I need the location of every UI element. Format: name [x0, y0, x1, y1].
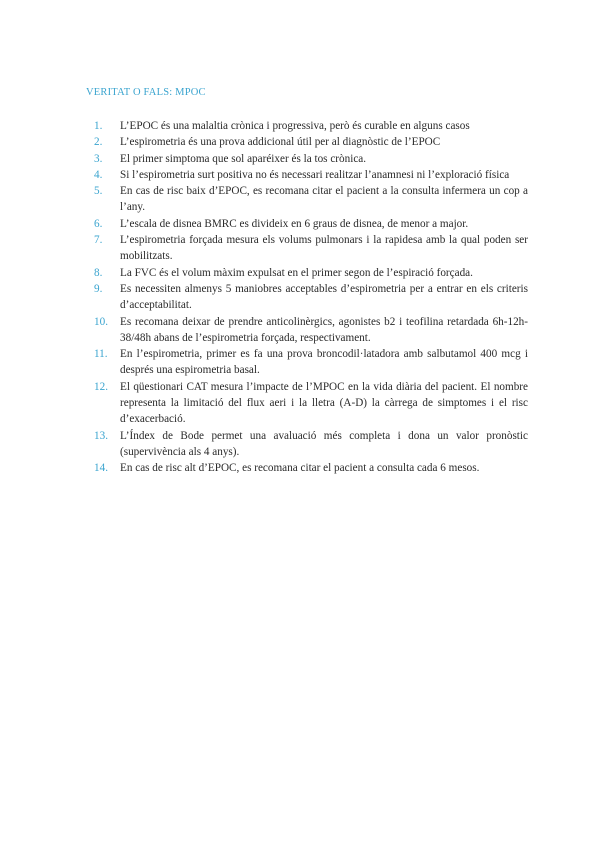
question-item: [94, 151, 528, 167]
question-number: 5.: [94, 185, 103, 198]
question-item: [94, 216, 528, 232]
question-number: 2.: [94, 136, 103, 149]
question-number: 9.: [94, 282, 103, 295]
question-text: L’espirometria forçada mesura els volums pulmonars i la rapidesa amb la qual poden ser mobilitzats.: [120, 234, 528, 263]
question-number: 3.: [94, 152, 103, 165]
question-item: [94, 232, 528, 265]
question-item: [94, 183, 528, 216]
question-item: [94, 379, 528, 428]
question-number: 11.: [94, 348, 108, 361]
question-item: [94, 314, 528, 347]
question-item: [94, 134, 528, 150]
page-title: VERITAT O FALS: MPOC: [86, 87, 206, 98]
question-text: L’escala de disnea BMRC es divideix en 6 graus de disnea, de menor a major.: [120, 217, 469, 230]
question-text: El primer simptoma que sol aparéixer és la tos crònica.: [120, 152, 367, 165]
question-text: La FVC és el volum màxim expulsat en el primer segon de l’espiració forçada.: [120, 266, 473, 279]
question-item: [94, 460, 528, 476]
question-item: [94, 281, 528, 314]
question-text: L’EPOC és una malaltia crònica i progressiva, però és curable en alguns casos: [120, 120, 470, 132]
question-item: [94, 118, 528, 134]
question-number: 14.: [94, 462, 108, 475]
question-item: [94, 167, 528, 183]
question-item: [94, 265, 528, 281]
question-number: 1.: [94, 120, 103, 132]
question-item: [94, 428, 528, 461]
question-text: L’Índex de Bode permet una avaluació més completa i dona un valor pronòstic (supervivència als 4 anys).: [120, 429, 528, 458]
question-number: 7.: [94, 234, 103, 247]
question-text: En l’espirometria, primer es fa una prova broncodil·latadora amb salbutamol 400 mcg i després una espirometria basal.: [120, 348, 528, 377]
question-text: Es necessiten almenys 5 maniobres acceptables d’espirometria per a entrar en els criteris d’acceptabilitat.: [120, 282, 528, 312]
question-text: L’espirometria és una prova addicional útil per al diagnòstic de l’EPOC: [120, 136, 441, 149]
question-number: 10.: [94, 315, 108, 328]
question-item: [94, 346, 528, 379]
question-text: Es recomana deixar de prendre anticolinèrgics, agonistes b2 i teofilina retardada 6h-12h-38/48h abans de l’espirometria forçada, respectivament.: [120, 315, 528, 344]
question-text: En cas de risc baix d’EPOC, es recomana citar el pacient a la consulta infermera un cop a l’any.: [120, 185, 528, 214]
question-text: En cas de risc alt d’EPOC, es recomana citar el pacient a consulta cada 6 mesos.: [120, 462, 480, 475]
question-number: 4.: [94, 168, 103, 181]
question-number: 12.: [94, 380, 108, 393]
question-number: 6.: [94, 217, 103, 230]
question-text: El qüestionari CAT mesura l’impacte de l’MPOC en la vida diària del pacient. El nombre representa la limitació del flux aeri i la lletra (A-D) la càrrega de simptomes i el risc d’exacerbació.: [120, 380, 528, 426]
question-number: 13.: [94, 429, 108, 442]
question-text: Si l’espirometria surt positiva no és necessari realitzar l’anamnesi ni l’exploració física: [120, 168, 510, 181]
question-list: [94, 118, 528, 477]
question-number: 8.: [94, 266, 103, 279]
